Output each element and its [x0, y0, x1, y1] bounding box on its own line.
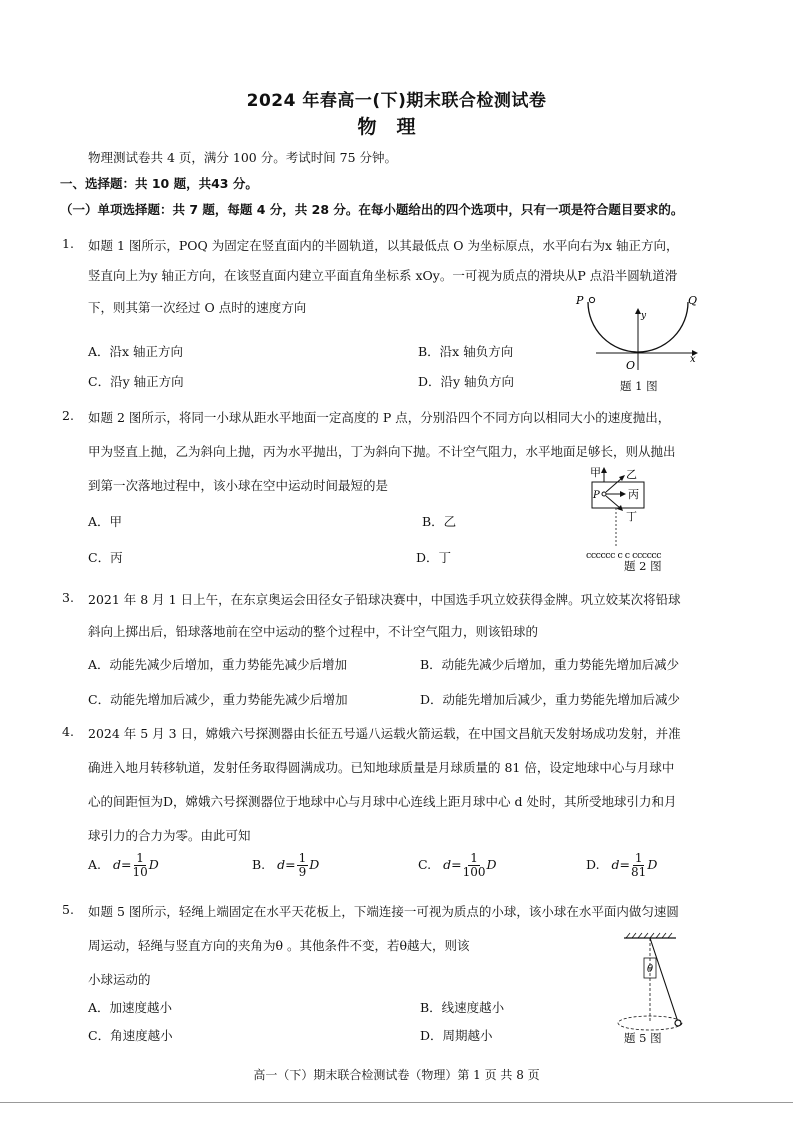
- q5-figure-conical-pendulum: [606, 930, 696, 1034]
- q4-option-d-denominator: 81: [631, 865, 647, 879]
- q2-line1: 如题 2 图所示，将同一小球从距水平地面一定高度的 P 点，分别沿四个不同方向以相同大小的速度抛出，: [88, 410, 671, 425]
- q5-line2: 周运动，轻绳与竖直方向的夹角为θ 。其他条件不变，若θ越大，则该: [88, 938, 470, 953]
- q3-line1: 2021 年 8 月 1 日上午，在东京奥运会田径女子铅球决赛中，中国选手巩立姣获得金牌。巩立姣某次将铅球: [88, 592, 681, 607]
- q4-option-d-fraction: [631, 852, 646, 879]
- q4-option-b-label: B.: [252, 857, 266, 872]
- q1-option-b[interactable]: B．沿x 轴负方向: [418, 344, 514, 359]
- q4-number: 4.: [62, 724, 74, 739]
- q2-line3: 到第一次落地过程中，该小球在空中运动时间最短的是: [88, 478, 389, 493]
- q5-option-b[interactable]: B．线速度越小: [420, 1000, 505, 1015]
- footer-divider: [0, 1102, 793, 1103]
- q2-option-d[interactable]: D．丁: [416, 550, 452, 565]
- section-heading: 一、选择题：共 10 题，共43 分。: [60, 176, 258, 191]
- q4-option-a-denominator: 10: [132, 865, 148, 879]
- q4-line1: 2024 年 5 月 3 日，嫦娥六号探测器由长征五号遥八运载火箭运载，在中国文昌航天发射场成功发射，并准: [88, 726, 681, 741]
- q4-var-D: D: [309, 857, 320, 872]
- q1-figure-caption: 题 1 图: [620, 379, 658, 393]
- q4-var-d: d=: [611, 857, 631, 872]
- q3-option-b[interactable]: B．动能先减少后增加，重力势能先增加后减少: [420, 657, 680, 672]
- q5-line3: 小球运动的: [88, 972, 151, 987]
- q4-option-d-label: D.: [586, 857, 600, 872]
- q5-number: 5.: [62, 902, 74, 917]
- q1-option-d[interactable]: D．沿y 轴负方向: [418, 374, 515, 389]
- q2-figure-caption: 题 2 图: [624, 559, 662, 573]
- q1-option-a[interactable]: A．沿x 轴正方向: [88, 344, 184, 359]
- q3-option-d[interactable]: D．动能先增加后减少，重力势能先增加后减少: [420, 692, 681, 707]
- q2-label-bing: 丙: [628, 488, 639, 501]
- section-subheading: （一）单项选择题：共 7 题，每题 4 分，共 28 分。在每小题给出的四个选项中，只有一项是符合题目要求的。: [60, 202, 684, 217]
- q4-var-D: D: [647, 857, 658, 872]
- q2-number: 2.: [62, 408, 74, 423]
- q4-option-c-numerator: 1: [470, 851, 478, 865]
- q4-var-d: d=: [113, 857, 132, 872]
- subject-title: 物理: [357, 116, 436, 138]
- q1-line2: 竖直向上为y 轴正方向，在该竖直面内建立平面直角坐标系 xOy。一可视为质点的滑块从P 点沿半圆轨道滑: [88, 268, 678, 283]
- q1-label-p: P: [576, 294, 584, 307]
- q3-option-a[interactable]: A．动能先减少后增加，重力势能先减少后增加: [88, 657, 348, 672]
- q3-line2: 斜向上掷出后，铅球落地前在空中运动的整个过程中，不计空气阻力，则该铅球的: [88, 624, 539, 639]
- q4-option-c-denominator: 100: [462, 865, 486, 879]
- q2-option-a[interactable]: A．甲: [88, 514, 123, 529]
- q4-var-d: d=: [443, 857, 462, 872]
- q5-option-c[interactable]: C．角速度越小: [88, 1028, 173, 1043]
- q4-var-d: d=: [277, 857, 296, 872]
- q2-label-ding: 丁: [626, 510, 637, 523]
- q4-option-a-numerator: 1: [136, 851, 144, 865]
- q4-option-b-numerator: 1: [298, 851, 307, 865]
- q2-label-jia: 甲: [590, 466, 601, 479]
- q3-number: 3.: [62, 590, 74, 605]
- q1-label-o: O: [626, 359, 636, 372]
- q4-option-c-fraction: [463, 852, 486, 879]
- q2-option-c[interactable]: C．丙: [88, 550, 123, 565]
- q1-label-y: y: [641, 311, 647, 321]
- q1-option-c[interactable]: C．沿y 轴正方向: [88, 374, 184, 389]
- q4-option-b[interactable]: [252, 852, 319, 879]
- q2-figure-projectile: [586, 462, 706, 560]
- q4-option-a[interactable]: [88, 852, 159, 879]
- q1-figure-semicircle-track: [570, 290, 700, 376]
- q4-option-d-numerator: 1: [634, 851, 643, 865]
- q4-var-D: D: [148, 857, 159, 872]
- q2-line2: 甲为竖直上抛，乙为斜向上抛，丙为水平抛出，丁为斜向下抛。不计空气阻力，水平地面足够长，则从抛出: [88, 444, 676, 459]
- q4-line4: 球引力的合力为零。由此可知: [88, 828, 251, 843]
- q5-figure-caption: 题 5 图: [624, 1031, 662, 1045]
- q4-option-c-label: C.: [418, 857, 432, 872]
- q1-label-x: x: [690, 354, 696, 365]
- q4-line2: 确进入地月转移轨道，发射任务取得圆满成功。已知地球质量是月球质量的 81 倍，设定地球中心与月球中: [88, 760, 675, 775]
- q5-label-theta: θ: [647, 964, 654, 975]
- q5-line1: 如题 5 图所示，轻绳上端固定在水平天花板上，下端连接一可视为质点的小球，该小球在水平面内做匀速圆: [88, 904, 679, 919]
- q4-option-c[interactable]: [418, 852, 497, 879]
- q5-option-d[interactable]: D．周期越小: [420, 1028, 493, 1043]
- q4-var-D: D: [486, 857, 497, 872]
- q2-ground-hatch: cccccc c c cccccc: [586, 550, 662, 561]
- q2-label-yi: 乙: [626, 468, 637, 481]
- exam-title: 2024 年春高一(下)期末联合检测试卷: [246, 91, 547, 111]
- q4-option-b-fraction: [297, 852, 309, 879]
- q3-option-c[interactable]: C．动能先增加后减少，重力势能先减少后增加: [88, 692, 348, 707]
- exam-intro: 物理测试卷共 4 页，满分 100 分。考试时间 75 分钟。: [88, 150, 398, 165]
- q1-label-q: Q: [688, 294, 698, 307]
- q2-option-b[interactable]: B．乙: [422, 514, 457, 529]
- q4-option-b-denominator: 9: [298, 865, 307, 879]
- q1-number: 1.: [62, 236, 74, 251]
- q4-line3: 心的间距恒为D，嫦娥六号探测器位于地球中心与月球中心连线上距月球中心 d 处时，其所受地球引力和月: [88, 794, 677, 809]
- q5-option-a[interactable]: A．加速度越小: [88, 1000, 173, 1015]
- q1-line3: 下，则其第一次经过 O 点时的速度方向: [88, 300, 307, 315]
- q4-option-d[interactable]: [586, 852, 657, 879]
- q4-option-a-label: A.: [88, 857, 102, 872]
- q4-option-a-fraction: [132, 852, 147, 879]
- page-footer: 高一（下）期末联合检测试卷（物理）第 1 页 共 8 页: [253, 1068, 540, 1082]
- q2-label-p: P: [593, 490, 600, 501]
- q1-line1: 如题 1 图所示，POQ 为固定在竖直面内的半圆轨道，以其最低点 O 为坐标原点，水平向右为x 轴正方向，: [88, 238, 679, 253]
